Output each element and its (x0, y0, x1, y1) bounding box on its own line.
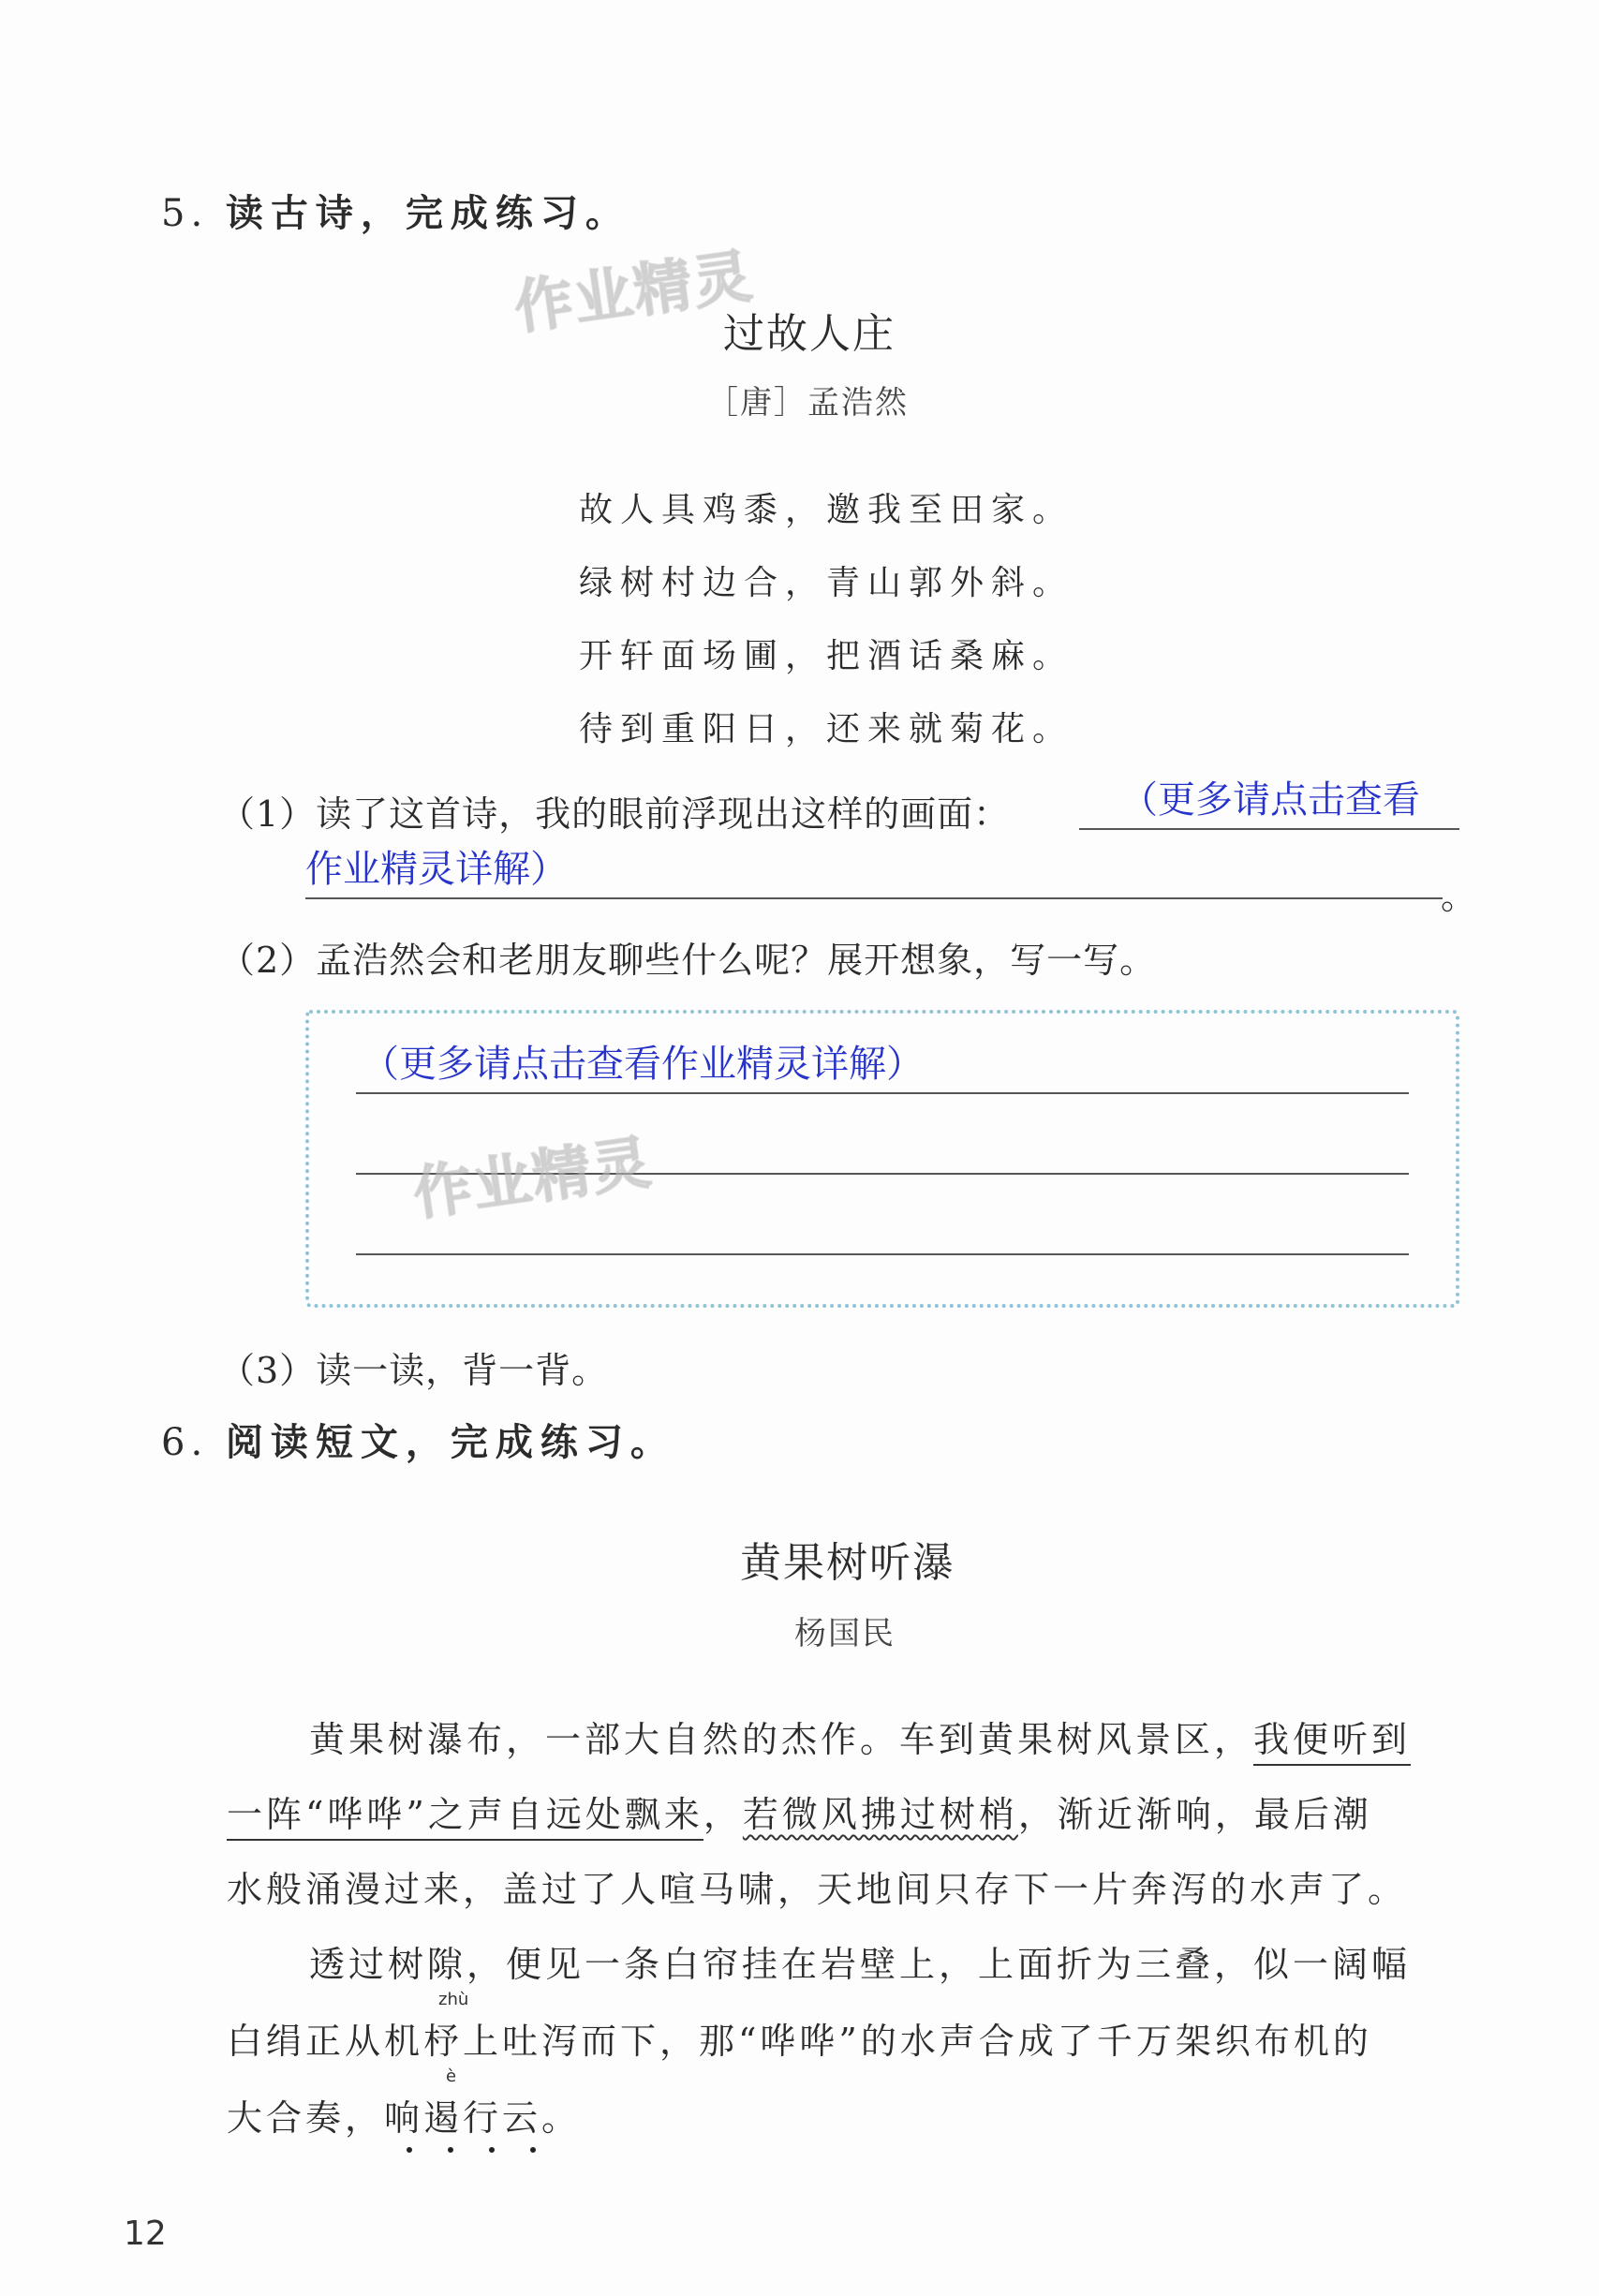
writing-line-1 (356, 1092, 1409, 1094)
answer-1-line-1[interactable]: （更多请点击查看 (1120, 778, 1420, 822)
poem-title: 过故人庄 (723, 310, 896, 358)
page-number: 12 (124, 2215, 167, 2253)
paragraph-2-line-3 (227, 2089, 581, 2140)
text-segment: ，渐近渐响，最后潮 (1017, 1794, 1372, 1835)
paragraph-1-line-3: 水般涌漫过来，盖过了人喧马啸，天地间只存下一片奔泻的水声了。 (227, 1869, 1408, 1910)
paragraph-2-line-2: 白绢正从机杼上吐泻而下，那“哗哗”的水声合成了千万架织布机的 (227, 2021, 1372, 2062)
poem-line-1: 故人具鸡黍，邀我至田家。 (579, 491, 1074, 529)
emphasis-dot (407, 2147, 412, 2153)
text-segment: ， (703, 1794, 743, 1835)
sub-question-1-label: （1）读了这首诗，我的眼前浮现出这样的画面： (219, 793, 1011, 835)
text-segment: 黄果树瀑布，一部大自然的杰作。车到黄果树风景区， (309, 1719, 1254, 1760)
paragraph-1-line-2 (227, 1785, 1372, 1837)
emphasized-text: 响遏行云 (384, 2097, 542, 2139)
underlined-text: 一阵“哗哗”之声自远处飘来 (227, 1794, 703, 1841)
poem-line-3: 开轩面场圃，把酒话桑麻。 (579, 637, 1074, 675)
question-5-heading (161, 184, 630, 237)
poem-line-2: 绿树村边合，青山郭外斜。 (579, 564, 1074, 602)
article-title: 黄果树听瀑 (740, 1539, 955, 1587)
pinyin-zhu: zhù (438, 1990, 469, 2009)
underlined-text: 我便听到 (1253, 1719, 1411, 1766)
pinyin-e: è (446, 2066, 457, 2086)
emphasis-dot (448, 2147, 453, 2153)
answer-1-line-2[interactable]: 作业精灵详解） (305, 848, 568, 891)
sub-question-2-label: （2）孟浩然会和老朋友聊些什么呢？展开想象，写一写。 (219, 940, 1157, 981)
answer-end-period: 。 (1441, 876, 1478, 917)
article-author: 杨国民 (794, 1615, 896, 1652)
paragraph-2-line-1: 透过树隙，便见一条白帘挂在岩壁上，上面折为三叠，似一阔幅 (309, 1944, 1412, 1985)
question-title: 阅读短文，完成练习。 (225, 1420, 675, 1464)
answer-underline-2 (305, 897, 1443, 899)
watermark-top: 作业精灵 (510, 241, 758, 343)
question-number: 6. (161, 1421, 209, 1464)
poem-line-4: 待到重阳日，还来就菊花。 (579, 710, 1074, 748)
text-segment: 大合奏， (227, 2097, 385, 2139)
emphasis-dot (489, 2147, 495, 2153)
paragraph-1-line-1 (309, 1711, 1411, 1762)
emphasis-dot (530, 2147, 536, 2153)
watermark-middle: 作业精灵 (408, 1127, 657, 1229)
sub-question-3-label: （3）读一读，背一背。 (219, 1350, 609, 1391)
wavy-underlined-text: 若微风拂过树梢 (742, 1794, 1018, 1835)
poem-author: ［唐］孟浩然 (706, 384, 909, 422)
answer-underline-1 (1079, 828, 1459, 830)
question-number: 5. (161, 192, 209, 235)
answer-2-text[interactable]: （更多请点击查看作业精灵详解） (362, 1043, 924, 1086)
question-title: 读古诗，完成练习。 (225, 191, 630, 235)
text-segment: 。 (541, 2097, 582, 2139)
writing-line-3 (356, 1253, 1409, 1255)
question-6-heading (161, 1413, 675, 1466)
